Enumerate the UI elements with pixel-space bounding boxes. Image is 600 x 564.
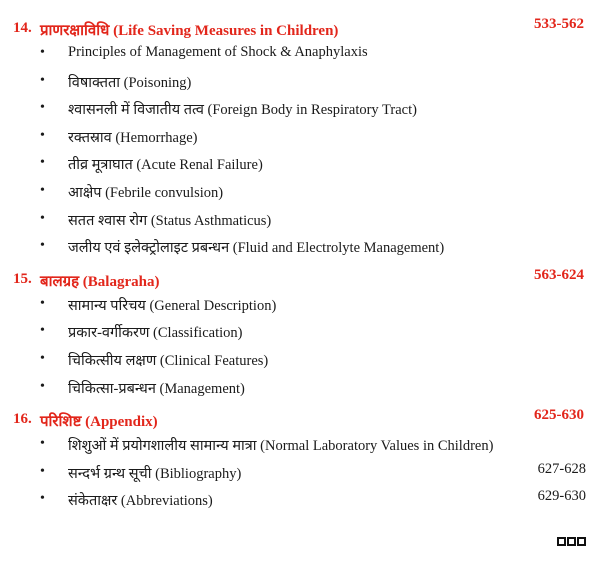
- list-item: [0, 346, 600, 374]
- bullet-icon: •: [40, 323, 45, 339]
- section-heading: [0, 266, 600, 291]
- item-title: विषाक्तता (Poisoning): [68, 74, 192, 91]
- section-page-range: 563-624: [534, 266, 584, 283]
- bullet-icon: •: [40, 45, 45, 60]
- bullet-icon: •: [40, 72, 45, 88]
- list-item: [0, 374, 600, 402]
- item-title: संकेताक्षर (Abbreviations): [68, 493, 213, 510]
- section-heading: [0, 18, 600, 40]
- end-of-section-mark: [557, 537, 586, 546]
- item-title: चिकित्सा-प्रबन्धन (Management): [68, 380, 245, 397]
- section-title: बालग्रह (Balagraha): [40, 273, 160, 290]
- item-title: सामान्य परिचय (General Description): [68, 297, 277, 314]
- item-title: रक्तस्राव (Hemorrhage): [68, 129, 198, 146]
- bullet-icon: •: [40, 182, 45, 198]
- list-item: [0, 68, 600, 96]
- section-page-range: 533-562: [534, 16, 584, 32]
- item-title: चिकित्सीय लक्षण (Clinical Features): [68, 352, 269, 369]
- item-title: आक्षेप (Febrile convulsion): [68, 184, 224, 201]
- item-title: सन्दर्भ ग्रन्थ सूची (Bibliography): [68, 465, 242, 482]
- bullet-icon: •: [40, 491, 45, 507]
- list-item: [0, 40, 600, 68]
- section-heading: [0, 409, 600, 431]
- list-item: [0, 123, 600, 151]
- section-title: परिशिष्ट (Appendix): [40, 414, 158, 431]
- list-item: [0, 431, 600, 459]
- item-page-range: 629-630: [537, 488, 586, 505]
- item-title: तीव्र मूत्राघात (Acute Renal Failure): [68, 157, 263, 174]
- section-page-range: 625-630: [534, 407, 584, 424]
- item-title: जलीय एवं इलेक्ट्रोलाइट प्रबन्धन (Fluid and Electrolyte Management): [68, 240, 445, 257]
- item-title: सतत श्वास रोग (Status Asthmaticus): [68, 212, 272, 229]
- bullet-icon: •: [40, 350, 45, 366]
- list-item: [0, 233, 600, 261]
- section-number: 14.: [13, 20, 32, 36]
- bullet-icon: •: [40, 155, 45, 171]
- section-title: प्राणरक्षाविधि (Life Saving Measures in Children): [40, 23, 339, 39]
- list-item: [0, 95, 600, 123]
- list-item: [0, 150, 600, 178]
- bullet-icon: •: [40, 127, 45, 143]
- table-of-contents: [0, 18, 600, 514]
- bullet-icon: •: [40, 436, 45, 452]
- list-item: [0, 178, 600, 206]
- item-title: श्वासनली में विजातीय तत्व (Foreign Body in Respiratory Tract): [68, 102, 417, 119]
- item-title: प्रकार-वर्गीकरण (Classification): [68, 325, 243, 342]
- bullet-icon: •: [40, 210, 45, 226]
- bullet-icon: •: [40, 378, 45, 394]
- list-item: [0, 206, 600, 234]
- bullet-icon: •: [40, 100, 45, 116]
- item-title: शिशुओं में प्रयोगशालीय सामान्य मात्रा (Normal Laboratory Values in Children): [68, 438, 494, 455]
- list-item: [0, 486, 600, 514]
- bullet-icon: •: [40, 295, 45, 311]
- section-number: 16.: [13, 411, 32, 428]
- item-page-range: 627-628: [537, 460, 586, 477]
- list-item: [0, 318, 600, 346]
- item-title: Principles of Management of Shock & Anaphylaxis: [68, 44, 368, 60]
- section-number: 15.: [13, 270, 32, 287]
- bullet-icon: •: [40, 463, 45, 479]
- list-item: [0, 291, 600, 319]
- bullet-icon: •: [40, 238, 45, 254]
- list-item: [0, 459, 600, 487]
